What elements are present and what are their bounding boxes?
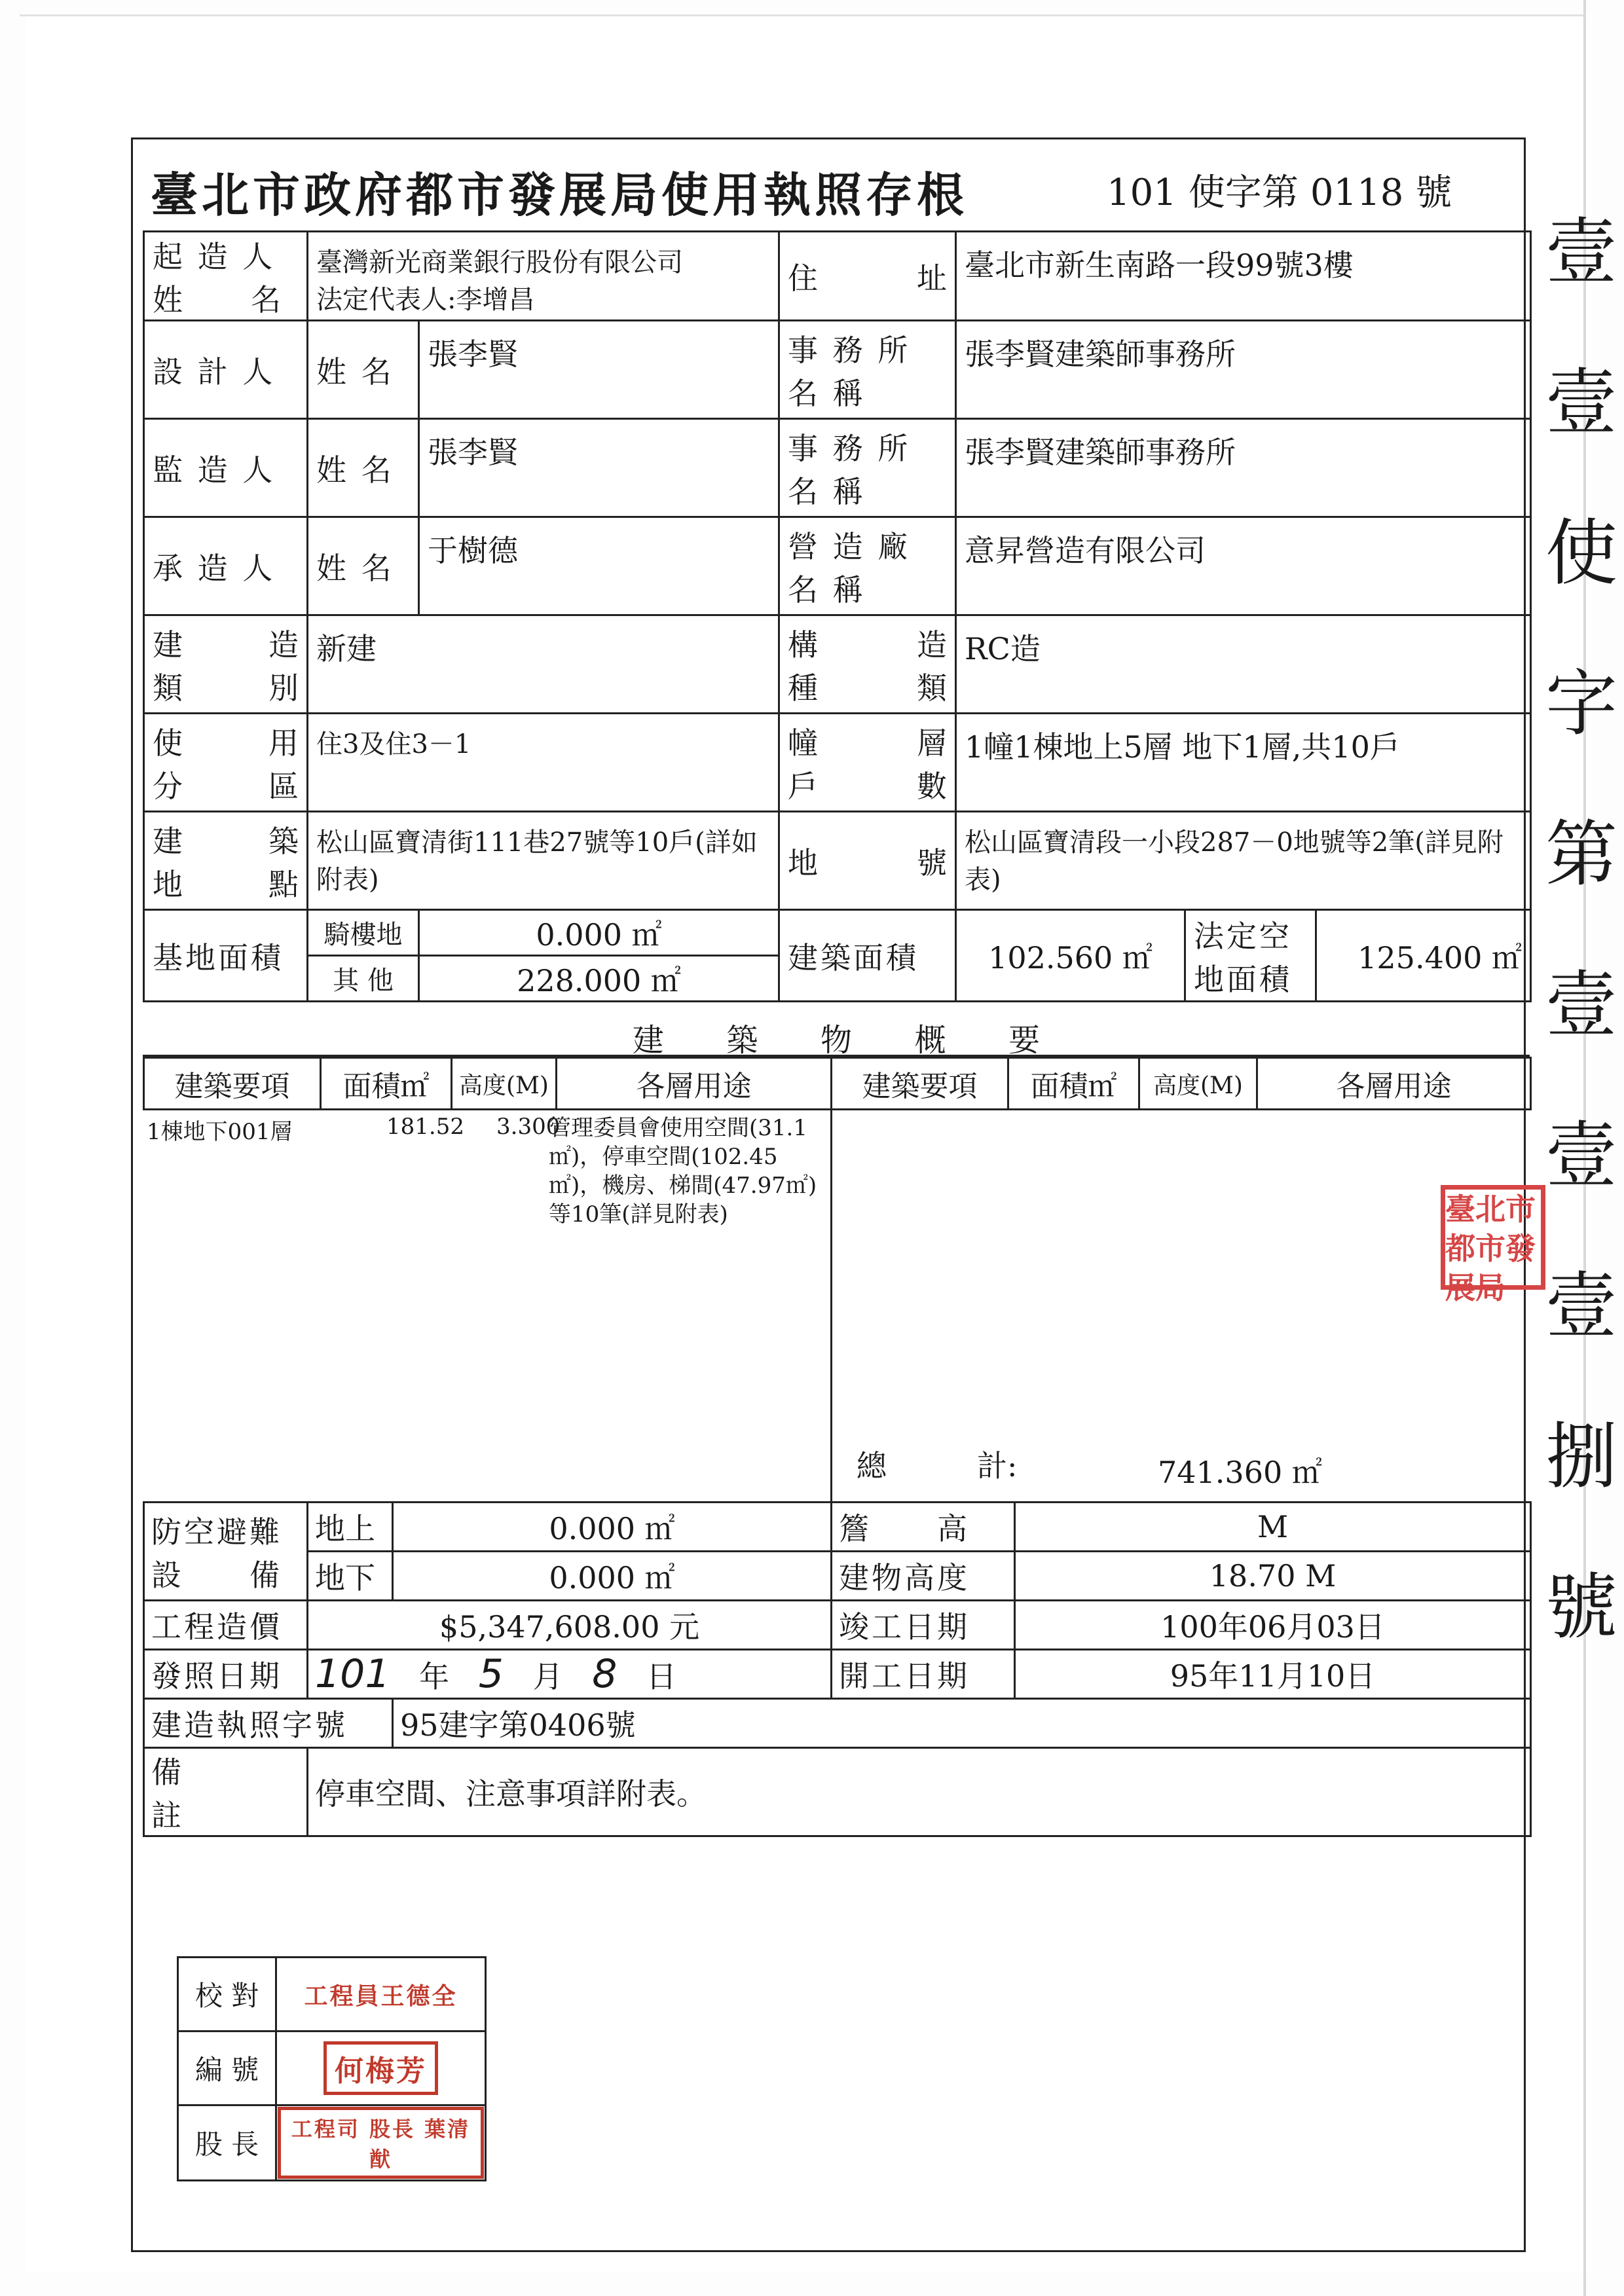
supervisor-office: 張李賢建築師事務所 [956, 419, 1531, 517]
row-location [144, 812, 1531, 910]
row-zoning [144, 714, 1531, 812]
permit-number [1107, 164, 1464, 216]
row-permit [144, 1699, 1531, 1748]
zoning-label: 使 用 分 區 [144, 714, 308, 812]
chief-label: 股 長 [178, 2105, 276, 2181]
build-type-label: 建 造 類 別 [144, 615, 308, 714]
floor-area: 181.52 [386, 1114, 464, 1140]
cost-label: 工程造價 [144, 1601, 308, 1650]
side-margin-characters: 壹 壹 使 字 第 壹 壹 壹 捌 號 [1545, 210, 1617, 1649]
eaves-label: 簷 高 [832, 1503, 1015, 1552]
supervisor-label: 監 造 人 [144, 419, 308, 517]
below-value: 0.000 ㎡ [393, 1552, 832, 1601]
info-table [143, 230, 1532, 1002]
eaves-value: M [1015, 1503, 1531, 1552]
row-note [144, 1748, 1531, 1836]
contractor-firm-label: 營 造 廠 名 稱 [779, 517, 956, 615]
overview-divider [830, 1108, 832, 1501]
supervisor-name-label: 姓 名 [308, 419, 419, 517]
col-height-2: 高度(M) [1139, 1058, 1257, 1110]
floors-label: 幢 層 戶 數 [779, 714, 956, 812]
row-site-1 [144, 910, 1531, 956]
other-label: 其 他 [308, 956, 419, 1002]
above-label: 地上 [308, 1503, 393, 1552]
floors-value: 1幢1棟地上5層 地下1層,共10戶 [956, 714, 1531, 812]
designer-office-label: 事 務 所 名 稱 [779, 321, 956, 419]
other-value: 228.000 ㎡ [419, 956, 779, 1002]
arcade-value: 0.000 ㎡ [419, 910, 779, 956]
build-area-value: 102.560 ㎡ [956, 910, 1185, 1002]
structure-value: RC造 [956, 615, 1531, 714]
address-label: 住 址 [779, 232, 956, 321]
signoff-check-row [178, 1958, 486, 2032]
overview-heading: 建 築 物 概 要 [143, 1015, 1530, 1057]
note-label: 備 註 [144, 1748, 308, 1836]
overview-body [143, 1108, 1530, 1503]
lot-value: 松山區寶清段一小段287－0地號等2筆(詳見附表) [956, 812, 1531, 910]
col-area-2: 面積㎡ [1008, 1058, 1139, 1110]
location-value: 松山區寶清街111巷27號等10戶(詳如附表) [308, 812, 779, 910]
note-value: 停車空間、注意事項詳附表。 [308, 1748, 1531, 1836]
row-supervisor [144, 419, 1531, 517]
cost-value: $5,347,608.00 元 [308, 1601, 832, 1650]
overview-header-table [143, 1057, 1532, 1110]
build-type-value: 新建 [308, 615, 779, 714]
row-builder [144, 232, 1531, 321]
floor-height: 3.300 [496, 1114, 561, 1140]
start-date-value: 95年11月10日 [1015, 1650, 1531, 1699]
official-seal: 臺北市都市發展局 [1441, 1185, 1545, 1290]
build-area-label: 建築面積 [779, 910, 956, 1002]
bottom-table [143, 1501, 1532, 1837]
row-shelter-above [144, 1503, 1531, 1552]
site-area-label: 基地面積 [144, 910, 308, 1002]
finish-date-value: 100年06月03日 [1015, 1601, 1531, 1650]
row-build-type [144, 615, 1531, 714]
finish-date-label: 竣工日期 [832, 1601, 1015, 1650]
builder-label: 起 造 人 姓 名 [144, 232, 308, 321]
col-use-2: 各層用途 [1257, 1058, 1531, 1110]
shelter-label: 防空避難 設 備 [144, 1503, 308, 1601]
designer-office: 張李賢建築師事務所 [956, 321, 1531, 419]
row-issue [144, 1650, 1531, 1699]
address-value: 臺北市新生南路一段99號3樓 [956, 232, 1531, 321]
check-label: 校 對 [178, 1958, 276, 2032]
structure-label: 構 造 種 類 [779, 615, 956, 714]
permit-year: 101 [1107, 172, 1177, 214]
designer-label: 設 計 人 [144, 321, 308, 419]
overview-columns [144, 1058, 1531, 1110]
height-label: 建物高度 [832, 1552, 1015, 1601]
issue-date-label: 發照日期 [144, 1650, 308, 1699]
contractor-name: 于樹德 [419, 517, 779, 615]
number-label: 編 號 [178, 2032, 276, 2105]
permit-label: 建造執照字號 [144, 1699, 393, 1748]
row-cost [144, 1601, 1531, 1650]
below-label: 地下 [308, 1552, 393, 1601]
signoff-table [177, 1956, 487, 2181]
number-stamp: 何梅芳 [276, 2032, 486, 2105]
signoff-number-row [178, 2032, 486, 2105]
contractor-label: 承 造 人 [144, 517, 308, 615]
start-date-label: 開工日期 [832, 1650, 1015, 1699]
total-value: 741.360 ㎡ [1158, 1455, 1322, 1490]
open-space-label: 法定空 地面積 [1185, 910, 1316, 1002]
zoning-value: 住3及住3－1 [308, 714, 779, 812]
col-use: 各層用途 [557, 1058, 832, 1110]
open-space-value: 125.400 ㎡ [1316, 910, 1531, 1002]
issue-date-value: 101 年 5 月 8 日 [308, 1650, 832, 1699]
contractor-name-label: 姓 名 [308, 517, 419, 615]
lot-label: 地 號 [779, 812, 956, 910]
col-area: 面積㎡ [321, 1058, 452, 1110]
col-item: 建築要項 [144, 1058, 321, 1110]
total-label: 總 計: [857, 1448, 1018, 1484]
floor-use: 管理委員會使用空間(31.1㎡)，停車空間(102.45㎡)，機房、梯間(47.97㎡)等10筆(詳見附表) [549, 1115, 817, 1228]
floor-name: 1棟地下001層 [147, 1119, 293, 1145]
col-item-2: 建築要項 [832, 1058, 1008, 1110]
permit-suffix: 號 [1415, 172, 1452, 214]
supervisor-office-label: 事 務 所 名 稱 [779, 419, 956, 517]
col-height: 高度(M) [452, 1058, 557, 1110]
arcade-label: 騎樓地 [308, 910, 419, 956]
contractor-firm: 意昇營造有限公司 [956, 517, 1531, 615]
permit-serial: 0118 [1310, 172, 1404, 214]
designer-name: 張李賢 [419, 321, 779, 419]
row-contractor [144, 517, 1531, 615]
height-value: 18.70 M [1015, 1552, 1531, 1601]
signoff-chief-row [178, 2105, 486, 2181]
row-designer [144, 321, 1531, 419]
designer-name-label: 姓 名 [308, 321, 419, 419]
document-title: 臺北市政府都市發展局使用執照存根 [151, 167, 969, 223]
row-shelter-below [144, 1552, 1531, 1601]
chief-stamp: 工程司 股長 葉清猷 [276, 2105, 486, 2181]
permit-value: 95建字第0406號 [393, 1699, 1531, 1748]
builder-name: 臺灣新光商業銀行股份有限公司 法定代表人:李增昌 [308, 232, 779, 321]
supervisor-name: 張李賢 [419, 419, 779, 517]
above-value: 0.000 ㎡ [393, 1503, 832, 1552]
location-label: 建 築 地 點 [144, 812, 308, 910]
permit-type: 使字第 [1188, 172, 1299, 214]
page-edge-top [20, 14, 1585, 16]
check-stamp: 工程員王德全 [276, 1958, 486, 2032]
